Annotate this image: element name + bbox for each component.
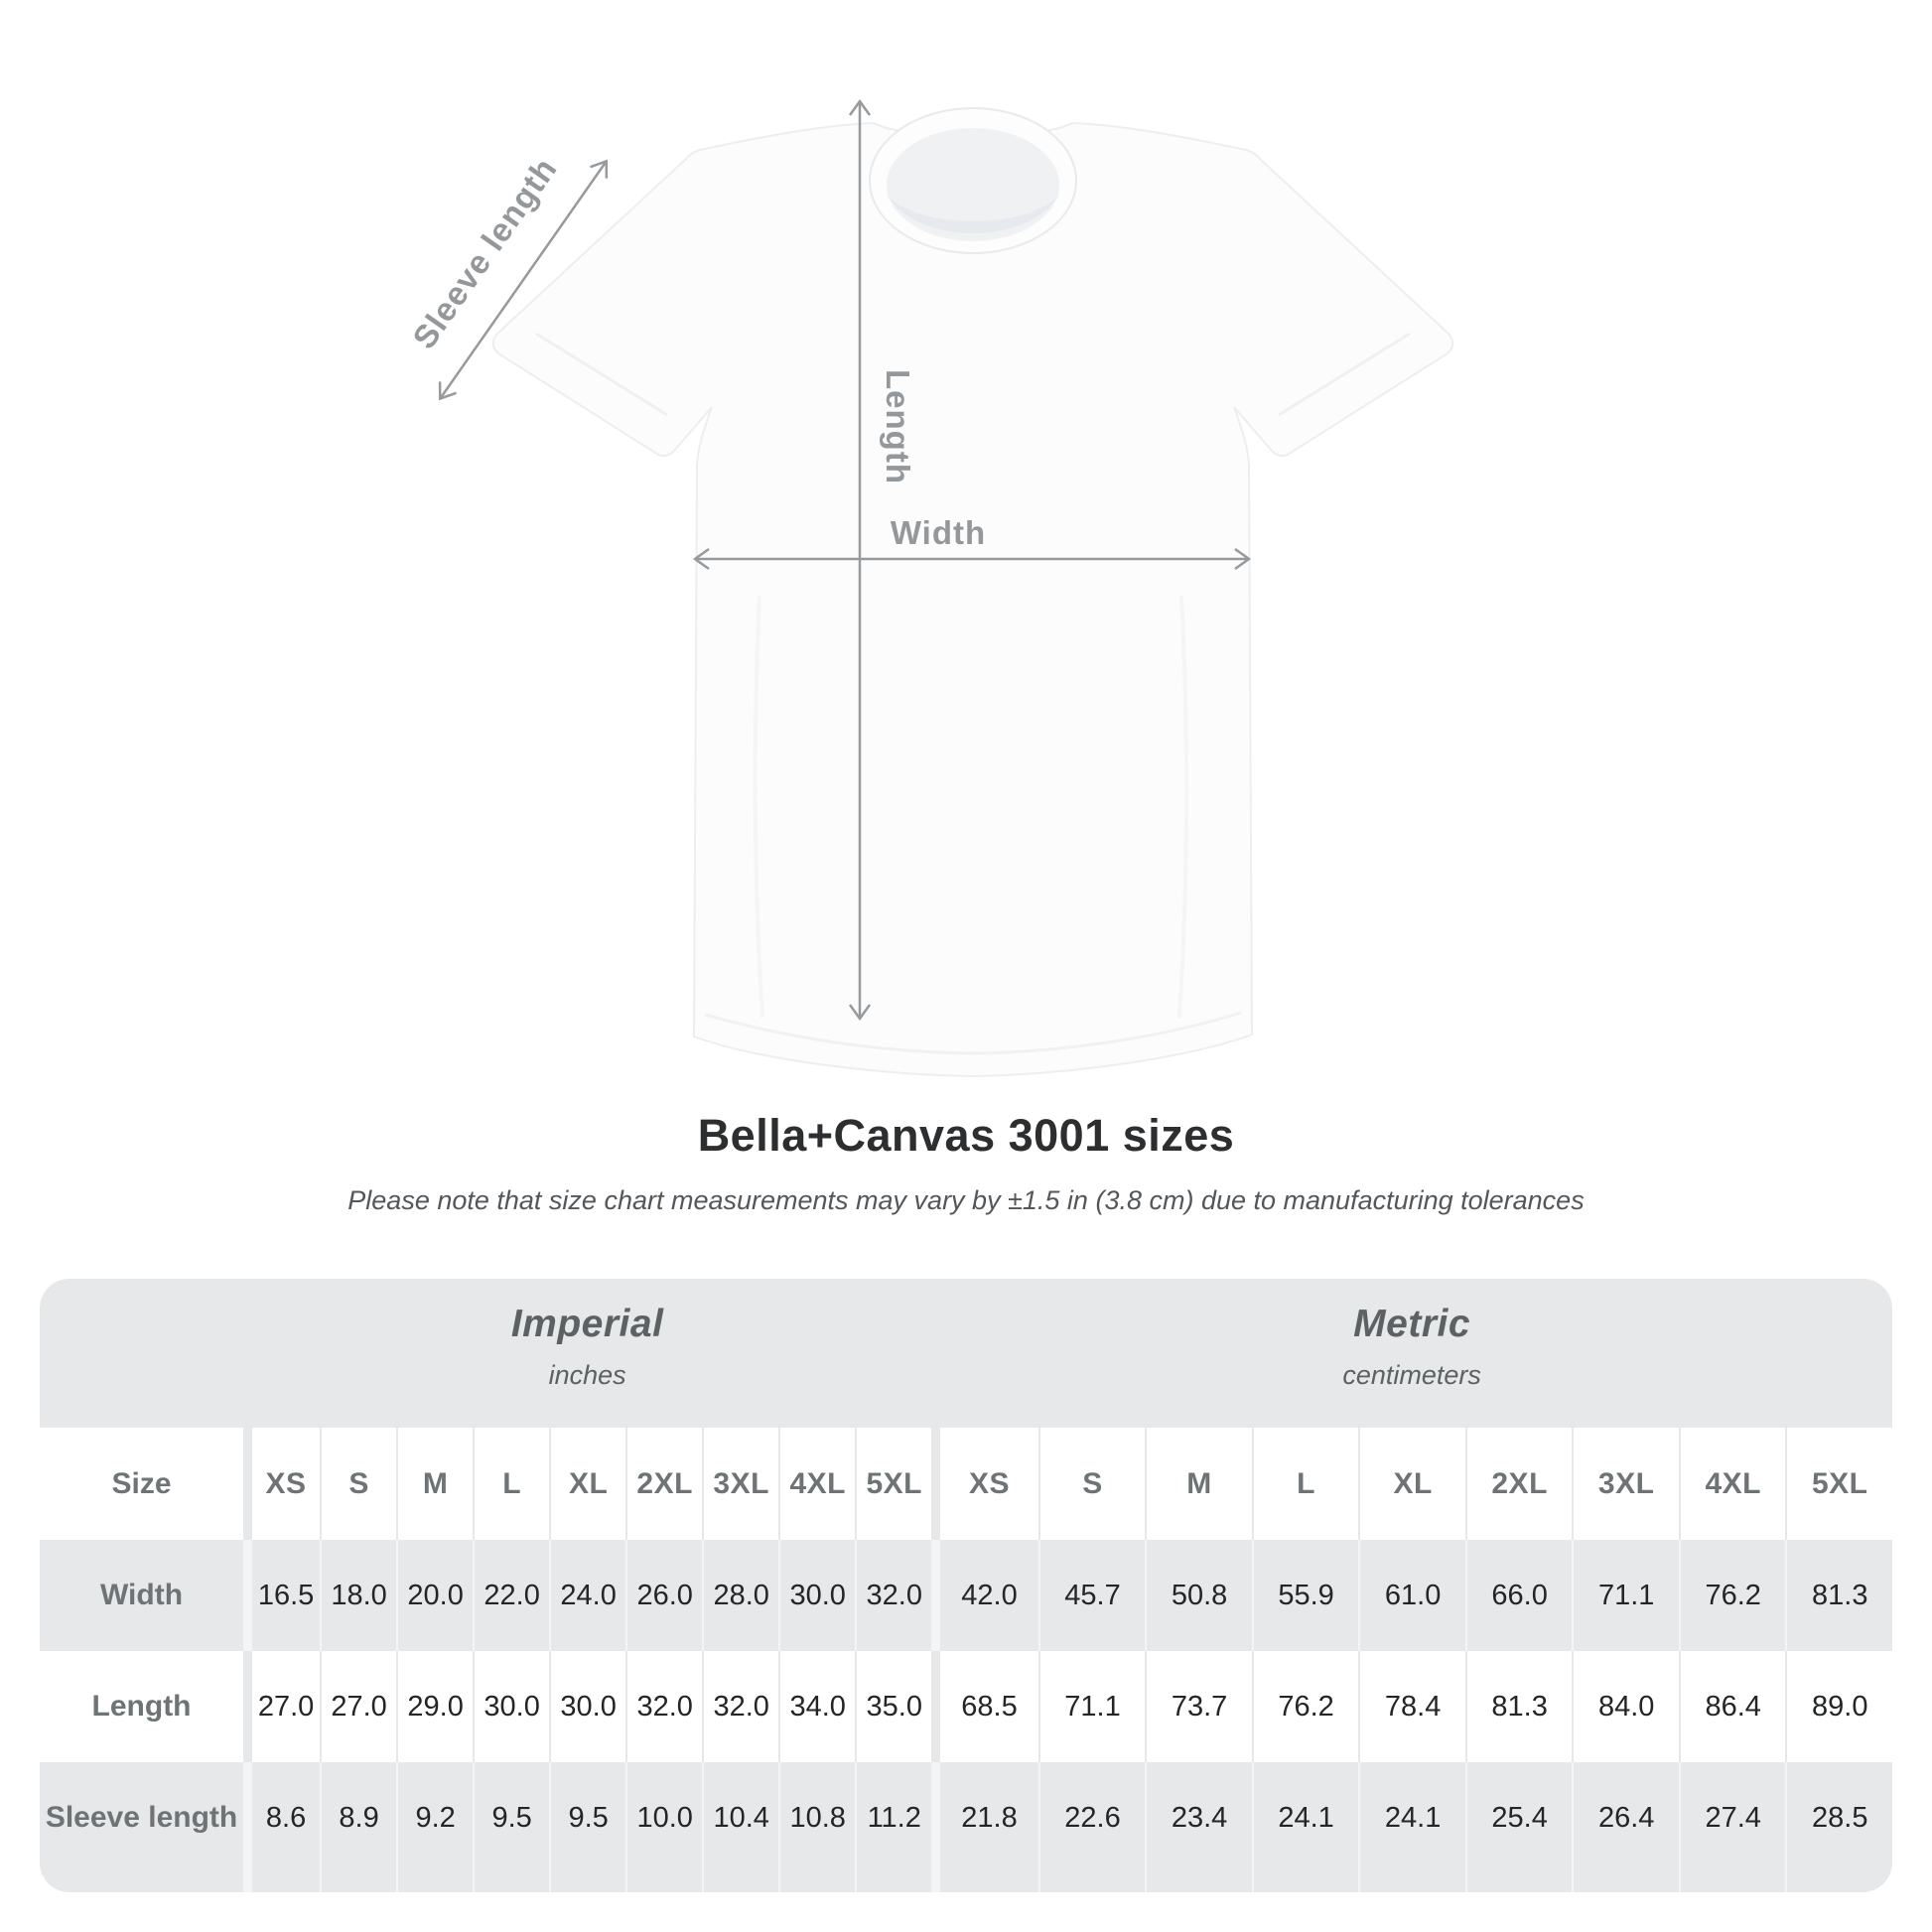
tshirt-body bbox=[493, 123, 1453, 1076]
size-header-metric-m: M bbox=[1145, 1428, 1252, 1540]
width-metric-value: 55.9 bbox=[1252, 1540, 1359, 1651]
size-header-metric-3xl: 3XL bbox=[1572, 1428, 1679, 1540]
metric-group-header bbox=[931, 1279, 1892, 1428]
length-row-label: Length bbox=[40, 1651, 243, 1762]
metric-unit-label: centimeters bbox=[1342, 1359, 1481, 1390]
length-imperial-value: 30.0 bbox=[473, 1651, 549, 1762]
sleeve-length-imperial-value: 8.9 bbox=[320, 1762, 396, 1892]
sleeve-length-imperial-value: 8.6 bbox=[243, 1762, 320, 1892]
length-metric-value: 76.2 bbox=[1252, 1651, 1359, 1762]
sleeve-length-metric-value: 21.8 bbox=[931, 1762, 1038, 1892]
length-label: Length bbox=[880, 369, 916, 484]
size-header-imperial-xs: XS bbox=[243, 1428, 320, 1540]
size-header-imperial-xl: XL bbox=[549, 1428, 625, 1540]
sleeve-length-imperial-value: 10.4 bbox=[702, 1762, 778, 1892]
length-metric-value: 86.4 bbox=[1679, 1651, 1786, 1762]
table-corner-spacer bbox=[40, 1279, 243, 1428]
length-metric-value: 84.0 bbox=[1572, 1651, 1679, 1762]
width-metric-value: 45.7 bbox=[1038, 1540, 1146, 1651]
length-metric-value: 89.0 bbox=[1785, 1651, 1892, 1762]
length-imperial-value: 32.0 bbox=[625, 1651, 702, 1762]
width-metric-value: 66.0 bbox=[1465, 1540, 1573, 1651]
sleeve-length-metric-value: 28.5 bbox=[1785, 1762, 1892, 1892]
length-imperial-value: 27.0 bbox=[243, 1651, 320, 1762]
sleeve-length-metric-value: 23.4 bbox=[1145, 1762, 1252, 1892]
sleeve-length-metric-value: 26.4 bbox=[1572, 1762, 1679, 1892]
width-imperial-value: 22.0 bbox=[473, 1540, 549, 1651]
length-imperial-value: 32.0 bbox=[702, 1651, 778, 1762]
sleeve-length-metric-value: 22.6 bbox=[1038, 1762, 1146, 1892]
width-imperial-value: 28.0 bbox=[702, 1540, 778, 1651]
imperial-unit-label: inches bbox=[548, 1359, 626, 1390]
length-imperial-value: 30.0 bbox=[549, 1651, 625, 1762]
size-header-imperial-5xl: 5XL bbox=[855, 1428, 931, 1540]
width-row-label: Width bbox=[100, 1579, 184, 1611]
sleeve-length-metric-value: 25.4 bbox=[1465, 1762, 1573, 1892]
length-imperial-value: 29.0 bbox=[396, 1651, 473, 1762]
length-imperial-value: 35.0 bbox=[855, 1651, 931, 1762]
width-imperial-value: 26.0 bbox=[625, 1540, 702, 1651]
heading-block bbox=[0, 1110, 1932, 1216]
width-metric-value: 42.0 bbox=[931, 1540, 1038, 1651]
size-table-grid bbox=[40, 1279, 1892, 1892]
length-imperial-value: 27.0 bbox=[320, 1651, 396, 1762]
page-title: Bella+Canvas 3001 sizes bbox=[697, 1110, 1235, 1161]
sleeve-length-label: Sleeve length bbox=[405, 150, 564, 355]
sleeve-length-imperial-value: 10.8 bbox=[778, 1762, 855, 1892]
imperial-label: Imperial bbox=[510, 1302, 664, 1345]
length-metric-value: 71.1 bbox=[1038, 1651, 1146, 1762]
width-imperial-value: 16.5 bbox=[243, 1540, 320, 1651]
imperial-group-header bbox=[243, 1279, 931, 1428]
sleeve-length-row-label: Sleeve length bbox=[45, 1801, 238, 1834]
sleeve-length-imperial-value: 9.2 bbox=[396, 1762, 473, 1892]
metric-label: Metric bbox=[1353, 1302, 1471, 1345]
size-header-imperial-4xl: 4XL bbox=[778, 1428, 855, 1540]
sleeve-length-imperial-value: 9.5 bbox=[473, 1762, 549, 1892]
sleeve-length-metric-value: 24.1 bbox=[1252, 1762, 1359, 1892]
width-metric-value: 81.3 bbox=[1785, 1540, 1892, 1651]
size-header-metric-s: S bbox=[1038, 1428, 1146, 1540]
size-header-metric-4xl: 4XL bbox=[1679, 1428, 1786, 1540]
width-imperial-value: 18.0 bbox=[320, 1540, 396, 1651]
width-metric-value: 76.2 bbox=[1679, 1540, 1786, 1651]
width-imperial-value: 32.0 bbox=[855, 1540, 931, 1651]
length-imperial-value: 34.0 bbox=[778, 1651, 855, 1762]
length-metric-value: 68.5 bbox=[931, 1651, 1038, 1762]
length-metric-value: 78.4 bbox=[1358, 1651, 1465, 1762]
sleeve-length-metric-value: 24.1 bbox=[1358, 1762, 1465, 1892]
length-metric-value: 81.3 bbox=[1465, 1651, 1573, 1762]
size-header-metric-5xl: 5XL bbox=[1785, 1428, 1892, 1540]
size-header-imperial-m: M bbox=[396, 1428, 473, 1540]
size-header-imperial-l: L bbox=[473, 1428, 549, 1540]
size-header-imperial-3xl: 3XL bbox=[702, 1428, 778, 1540]
size-header-metric-xs: XS bbox=[931, 1428, 1038, 1540]
width-imperial-value: 20.0 bbox=[396, 1540, 473, 1651]
sleeve-length-metric-value: 27.4 bbox=[1679, 1762, 1786, 1892]
tolerance-note: Please note that size chart measurements may vary by ±1.5 in (3.8 cm) due to manufacturing tolerances bbox=[347, 1185, 1585, 1215]
width-metric-value: 61.0 bbox=[1358, 1540, 1465, 1651]
size-header-imperial-s: S bbox=[320, 1428, 396, 1540]
length-metric-value: 73.7 bbox=[1145, 1651, 1252, 1762]
size-header-metric-2xl: 2XL bbox=[1465, 1428, 1573, 1540]
width-imperial-value: 30.0 bbox=[778, 1540, 855, 1651]
sleeve-length-imperial-value: 9.5 bbox=[549, 1762, 625, 1892]
width-metric-value: 71.1 bbox=[1572, 1540, 1679, 1651]
sleeve-length-imperial-value: 11.2 bbox=[855, 1762, 931, 1892]
width-imperial-value: 24.0 bbox=[549, 1540, 625, 1651]
size-row-label: Size bbox=[40, 1428, 243, 1540]
size-header-imperial-2xl: 2XL bbox=[625, 1428, 702, 1540]
width-metric-value: 50.8 bbox=[1145, 1540, 1252, 1651]
sleeve-length-imperial-value: 10.0 bbox=[625, 1762, 702, 1892]
size-header-metric-l: L bbox=[1252, 1428, 1359, 1540]
size-table bbox=[40, 1279, 1892, 1892]
width-label: Width bbox=[890, 514, 987, 551]
size-header-metric-xl: XL bbox=[1358, 1428, 1465, 1540]
